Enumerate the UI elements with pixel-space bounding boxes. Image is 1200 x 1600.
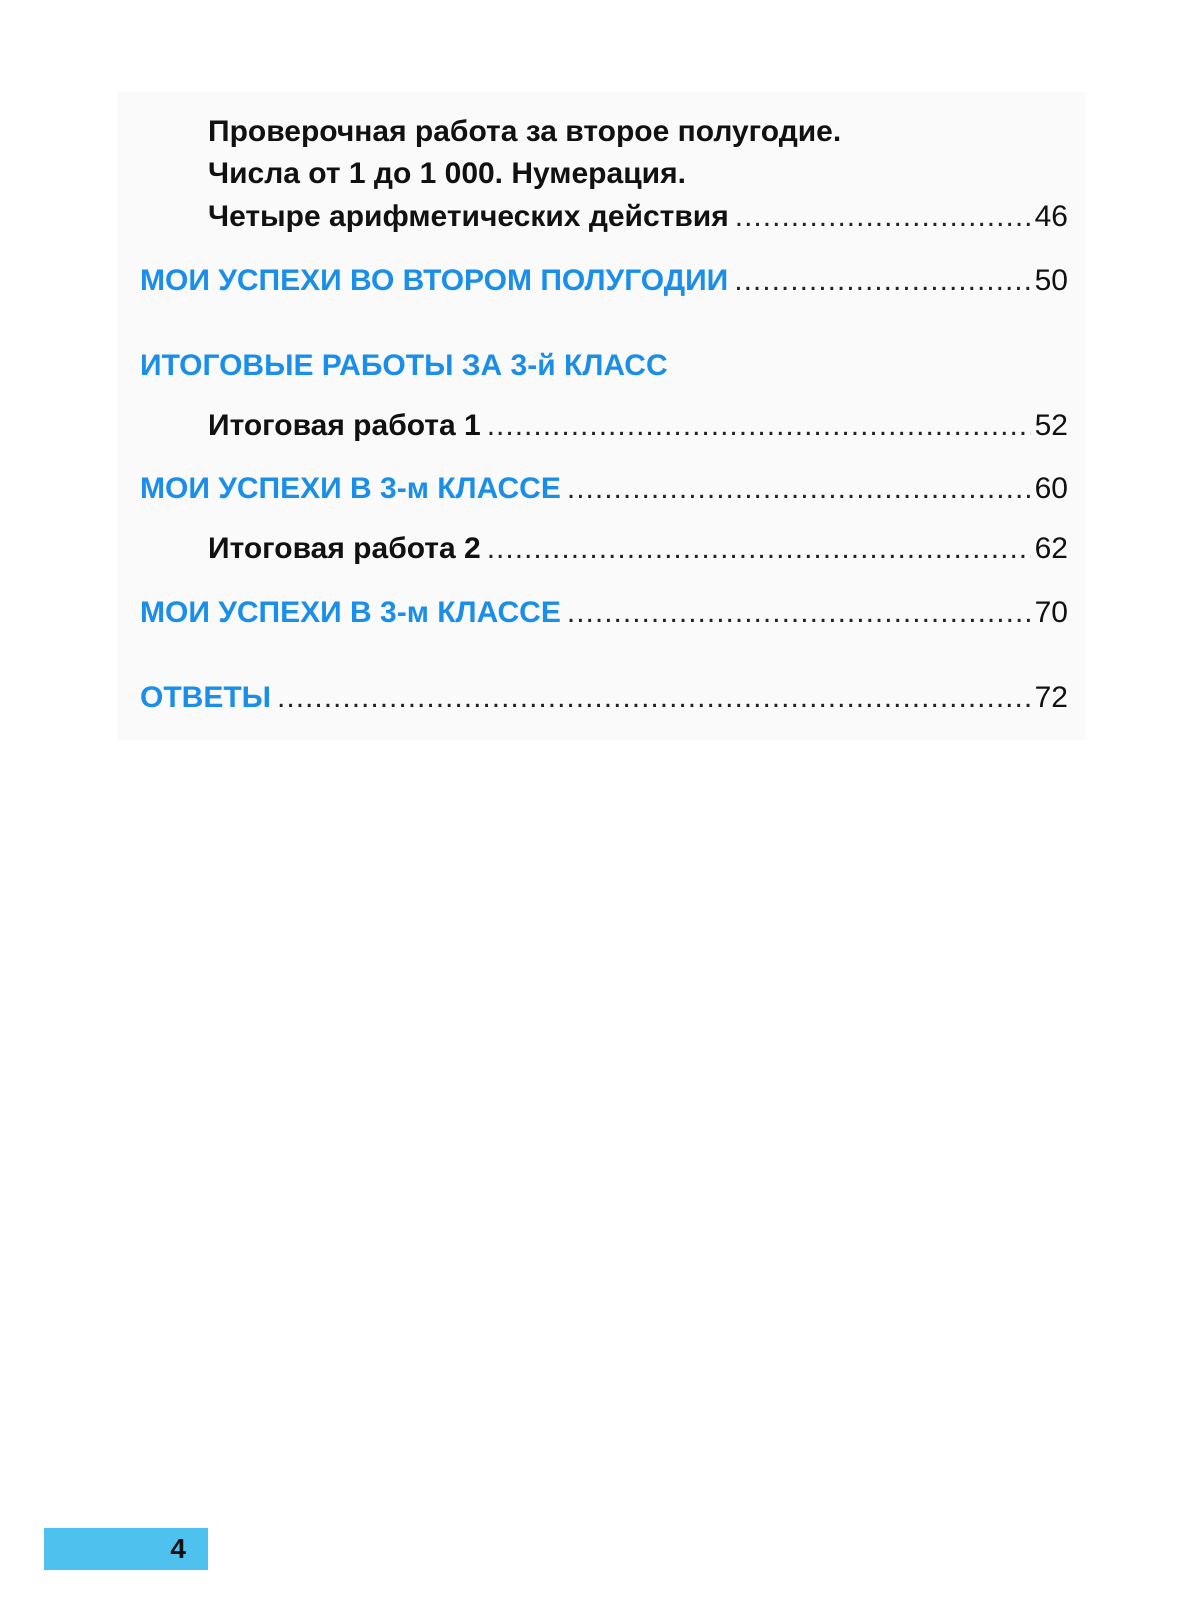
- toc-entry-page: 72: [1034, 681, 1068, 714]
- toc-entry-label: ОТВЕТЫ: [140, 681, 272, 714]
- toc-entry-page: 70: [1034, 596, 1068, 629]
- toc-entry-final-work-1[interactable]: [208, 408, 1068, 444]
- toc-entry-label: МОИ УСПЕХИ ВО ВТОРОМ ПОЛУГОДИИ: [140, 264, 729, 297]
- toc-leader-dots: [734, 263, 1030, 299]
- toc-intro-line-1: Проверочная работа за второе полугодие.: [208, 115, 842, 148]
- toc-leader-dots: [277, 680, 1031, 716]
- toc-entry-final-work-2[interactable]: [208, 531, 1068, 567]
- page-number-tab: [44, 1528, 208, 1570]
- toc-entry-page: 52: [1034, 409, 1068, 442]
- toc-entry-page: 46: [1034, 200, 1068, 233]
- toc-leader-dots: [487, 531, 1031, 567]
- toc-entry-label: Четыре арифметических действия: [208, 200, 729, 233]
- page-number: 4: [170, 1533, 186, 1564]
- toc-leader-dots: [567, 471, 1031, 507]
- toc-entry-page: 62: [1034, 532, 1068, 565]
- toc-entry-page: 50: [1034, 264, 1068, 297]
- toc-entry-label: МОИ УСПЕХИ В 3-м КЛАССЕ: [140, 596, 561, 629]
- toc-section-heading-final-works: ИТОГОВЫЕ РАБОТЫ ЗА 3-й КЛАСС: [140, 349, 668, 382]
- toc-entry-label: Итоговая работа 1: [208, 409, 481, 442]
- toc-entry-success-grade-3-b[interactable]: [140, 595, 1068, 631]
- toc-leader-dots: [567, 595, 1031, 631]
- toc-leader-dots: [487, 408, 1031, 444]
- toc-leader-dots: [735, 199, 1031, 235]
- toc-entry-answers[interactable]: [140, 680, 1068, 716]
- toc-entry-label: Итоговая работа 2: [208, 532, 481, 565]
- toc-entry-success-grade-3-a[interactable]: [140, 471, 1068, 507]
- toc-entry-arithmetic[interactable]: [208, 199, 1068, 235]
- toc-intro-line-2: Числа от 1 до 1 000. Нумерация.: [208, 157, 686, 190]
- toc-entry-page: 60: [1034, 472, 1068, 505]
- toc-entry-success-second-half[interactable]: [140, 263, 1068, 299]
- toc-entry-label: МОИ УСПЕХИ В 3-м КЛАССЕ: [140, 472, 561, 505]
